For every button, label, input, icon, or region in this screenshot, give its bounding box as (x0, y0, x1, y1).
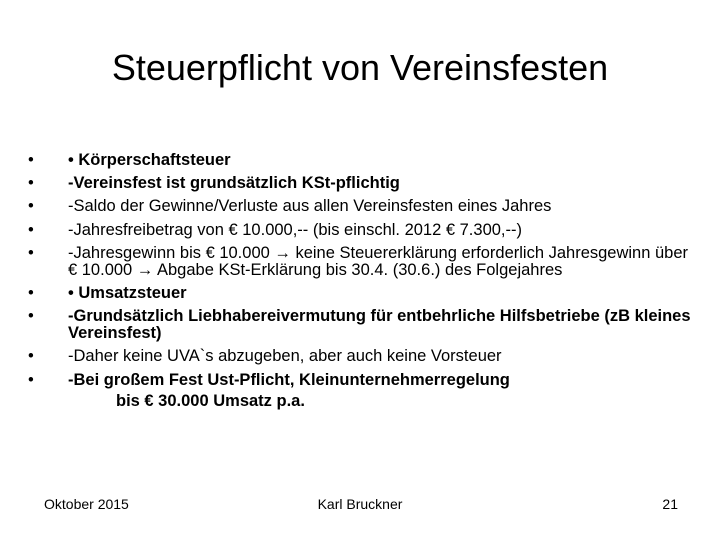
bullet-dot: • (28, 347, 34, 366)
list-item (28, 175, 698, 192)
bullet-dot: • (28, 174, 34, 193)
list-item (28, 152, 698, 169)
list-item (28, 372, 698, 410)
footer-author: Karl Bruckner (317, 496, 403, 512)
list-item (28, 308, 698, 342)
bullet-dot: • (28, 370, 34, 389)
bullet-text: -Jahresgewinn bis € 10.000 → keine Steuererklärung erforderlich Jahresgewinn über € 10.000 → Abgabe KSt-Erklärung bis 30.4. (30.6.) des Folgejahres (68, 243, 689, 279)
bullet-dot: • (28, 307, 34, 326)
bullet-dot: • (28, 151, 34, 169)
bullet-dot: • (28, 243, 34, 262)
list-item (28, 222, 698, 239)
bullet-text: -Bei großem Fest Ust-Pflicht, Kleinunternehmerregelung (68, 370, 510, 389)
bullet-text-continuation: bis € 30.000 Umsatz p.a. (116, 391, 305, 410)
bullet-text: -Daher keine UVA`s abzugeben, aber auch keine Vorsteuer (68, 347, 502, 366)
list-item (28, 348, 698, 365)
list-item (28, 198, 698, 215)
bullet-text: -Jahresfreibetrag von € 10.000,-- (bis einschl. 2012 € 7.300,--) (68, 220, 522, 239)
bullet-text: -Grundsätzlich Liebhabereivermutung für entbehrliche Hilfsbetriebe (zB kleines Vereinsfest) (68, 307, 691, 343)
footer-date: Oktober 2015 (44, 496, 129, 512)
bullet-text-umsatzsteuer: • Umsatzsteuer (68, 283, 187, 302)
bullet-text: -Saldo der Gewinne/Verluste aus allen Vereinsfesten eines Jahres (68, 197, 552, 216)
bullet-dot: • (28, 283, 34, 302)
bullet-text: -Vereinsfest ist grundsätzlich KSt-pflichtig (68, 174, 400, 193)
bullet-dot: • (28, 220, 34, 239)
list-item (28, 245, 698, 279)
bullet-text-koerperschaftsteuer: • Körperschaftsteuer (68, 151, 231, 169)
footer-page-number: 21 (662, 496, 678, 512)
bullet-list (28, 152, 698, 416)
bullet-dot: • (28, 197, 34, 216)
slide-title: Steuerpflicht von Vereinsfesten (111, 47, 609, 88)
list-item (28, 285, 698, 302)
